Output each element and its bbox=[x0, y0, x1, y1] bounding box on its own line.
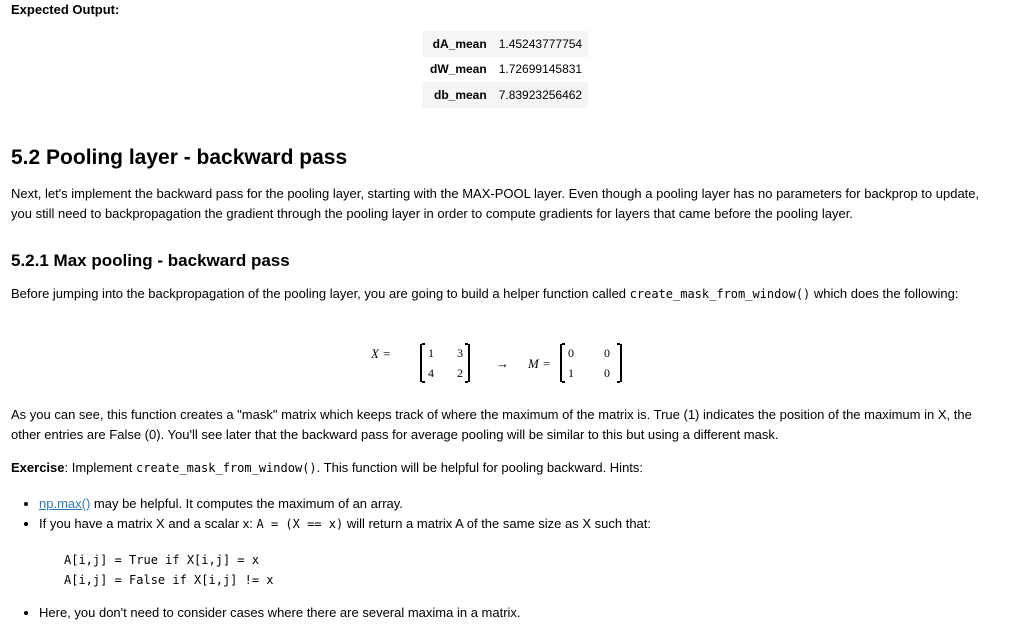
matrix-cell: 4 bbox=[428, 366, 434, 380]
arrow-icon: → bbox=[496, 356, 509, 371]
matrix-cell: 2 bbox=[457, 366, 463, 380]
code-block bbox=[64, 550, 274, 590]
text: may be helpful. It computes the maximum of an array. bbox=[90, 496, 403, 511]
text: will return a matrix A of the same size as X such that: bbox=[343, 516, 652, 531]
m-label: M = bbox=[528, 356, 551, 371]
code-line: A[i,j] = True if X[i,j] = x bbox=[64, 553, 260, 567]
intro-paragraph: Next, let's implement the backward pass for the pooling layer, starting with the MAX-POOL layer. Even though a pooling layer has no parameters for backprop to update, you still need to backpropagation the gradient through the pooling layer in order to compute gradients for layers that came before the pooling layer. bbox=[11, 186, 980, 221]
text: . This function will be helpful for pooling backward. Hints: bbox=[316, 460, 644, 475]
helper-paragraph bbox=[11, 284, 996, 304]
mask-paragraph: As you can see, this function creates a "mask" matrix which keeps track of where the maximum of the matrix is. True (1) indicates the position of the maximum in X, the other entries are False (0). You'll see later that the backward pass for average pooling will be similar to this but using a different mask. bbox=[11, 407, 972, 442]
hints-list-2 bbox=[11, 603, 521, 623]
key-cell: dA_mean bbox=[432, 36, 487, 51]
list-item: • Here, you don't need to consider cases where there are several maxima in a matrix. bbox=[39, 603, 521, 623]
value-cell: 7.83923256462 bbox=[498, 87, 583, 102]
table-row bbox=[422, 57, 588, 83]
matrix-cell: 0 bbox=[604, 366, 610, 380]
expected-output-table bbox=[422, 31, 588, 108]
text: If you have a matrix X and a scalar x: bbox=[39, 516, 257, 531]
text: : Implement bbox=[64, 460, 137, 475]
list-item bbox=[39, 494, 651, 514]
inline-code: create_mask_from_window() bbox=[629, 287, 811, 301]
inline-code: create_mask_from_window() bbox=[136, 461, 317, 475]
section-heading: 5.2 Pooling layer - backward pass bbox=[11, 146, 348, 169]
exercise-label: Exercise bbox=[11, 460, 65, 475]
code-line: A[i,j] = False if X[i,j] != x bbox=[64, 573, 274, 587]
table-row bbox=[422, 82, 588, 108]
matrix-cell: 1 bbox=[568, 366, 574, 380]
list-item bbox=[39, 514, 651, 534]
key-cell: dW_mean bbox=[430, 62, 487, 77]
x-label: X = bbox=[371, 346, 391, 361]
matrix-cell: 0 bbox=[568, 346, 574, 360]
hints-list bbox=[11, 494, 651, 534]
inline-code: A = (X == x) bbox=[256, 517, 344, 531]
np-max-link[interactable]: np.max() bbox=[39, 496, 91, 511]
matrix-cell: 1 bbox=[428, 346, 434, 360]
key-cell: db_mean bbox=[434, 87, 487, 102]
value-cell: 1.45243777754 bbox=[498, 36, 583, 51]
value-cell: 1.72699145831 bbox=[498, 62, 583, 77]
expected-output-label: Expected Output: bbox=[11, 2, 120, 17]
text: Before jumping into the backpropagation of the pooling layer, you are going to build a helper function called bbox=[11, 286, 630, 301]
table-row bbox=[422, 31, 588, 57]
text: which does the following: bbox=[810, 286, 959, 301]
matrix-cell: 0 bbox=[604, 346, 610, 360]
exercise-paragraph bbox=[11, 458, 996, 478]
matrix-cell: 3 bbox=[457, 346, 463, 360]
subsection-heading: 5.2.1 Max pooling - backward pass bbox=[11, 251, 290, 270]
